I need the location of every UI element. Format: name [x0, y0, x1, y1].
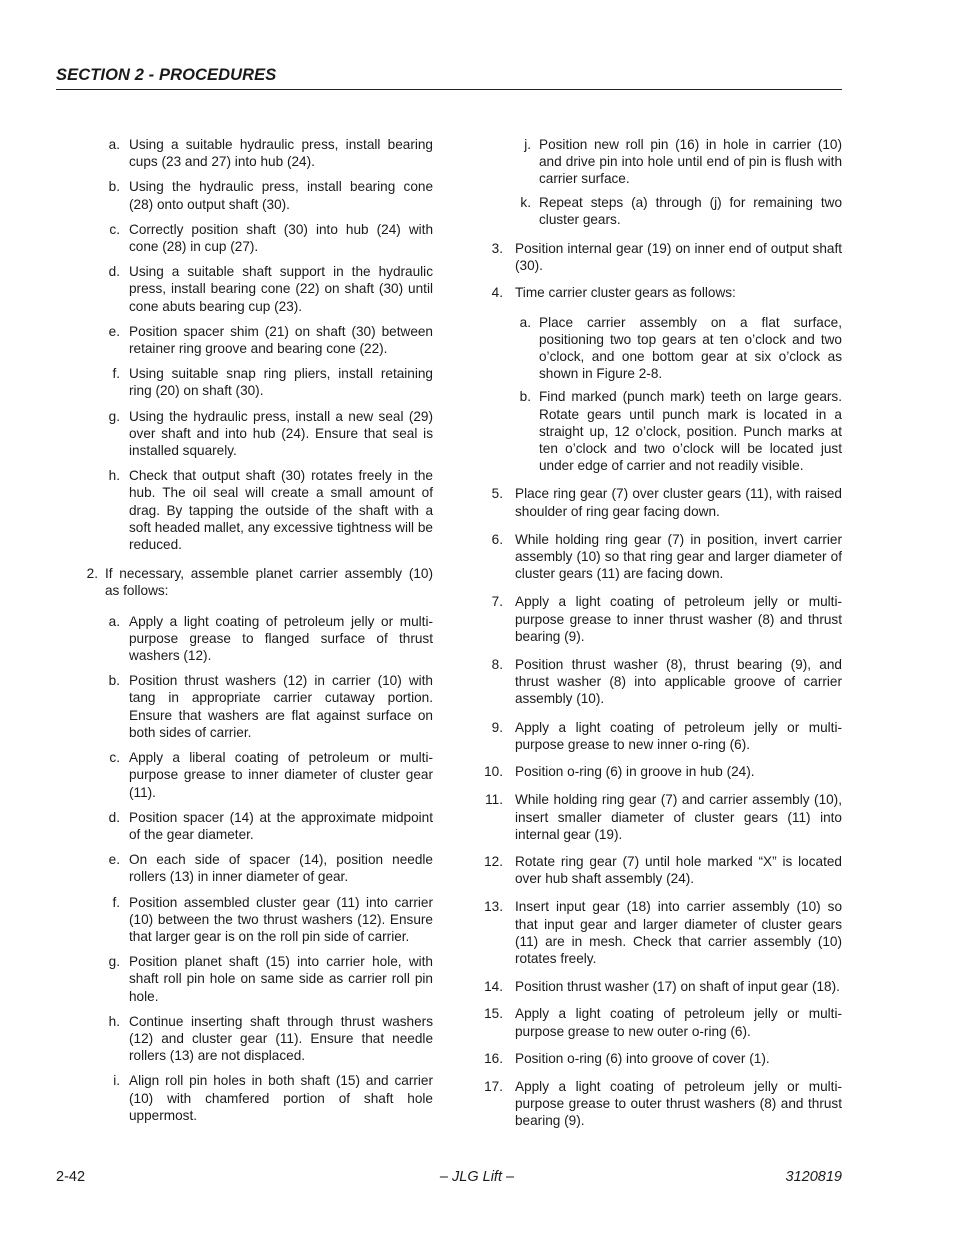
step-text: Apply a light coating of petroleum jelly or multi-purpose grease to new inner o-ring (6). [515, 719, 842, 752]
step-label: b. [108, 179, 120, 195]
procedure-step [480, 853, 842, 887]
step-text: Position o-ring (6) into groove of cover (1). [515, 1050, 770, 1066]
step-text: Position thrust washers (12) in carrier (10) with tang in appropriate carrier cutaway portion. Ensure that washers are flat against surface on both sides of carrier. [129, 673, 433, 740]
procedure-step [480, 284, 842, 301]
procedure-substep [76, 178, 433, 212]
step-text: Place ring gear (7) over cluster gears (11), with raised shoulder of ring gear facing down. [515, 486, 842, 519]
step-text: Align roll pin holes in both shaft (15) and carrier (10) with chamfered portion of shaft hole uppermost. [129, 1073, 433, 1123]
left-column [76, 136, 433, 1124]
step-text: Position thrust washer (8), thrust bearing (9), and thrust washer (8) into applicable groove of carrier assembly (10). [515, 657, 842, 707]
procedure-substep [76, 613, 433, 665]
step-text: Correctly position shaft (30) into hub (24) with cone (28) in cup (27). [129, 221, 433, 255]
step-text: Using suitable snap ring pliers, install retaining ring (20) on shaft (30). [129, 366, 433, 399]
procedure-step [480, 240, 842, 274]
right-column [480, 136, 842, 1130]
step-text: Apply a light coating of petroleum jelly or multi-purpose grease to inner thrust washer (8) and thrust bearing (9). [515, 594, 842, 644]
procedure-step [480, 763, 842, 780]
step-text: Using the hydraulic press, install bearing cone (28) onto output shaft (30). [129, 179, 433, 212]
document-number: 3120819 [785, 1169, 842, 1185]
step-text: Insert input gear (18) into carrier assembly (10) so that input gear and larger diameter of cluster gears (11) are in mesh. Check that carrier assembly (10) rotates freely. [515, 899, 842, 966]
step-label: g. [108, 954, 120, 970]
step-text: Position spacer (14) at the approximate midpoint of the gear diameter. [129, 809, 433, 842]
step-text: Position spacer shim (21) on shaft (30) between retainer ring groove and bearing cone (22). [129, 323, 433, 357]
step-text: Apply a light coating of petroleum jelly or multi-purpose grease to outer thrust washers (8) and thrust bearing (9). [515, 1078, 842, 1129]
step-label: 9. [491, 719, 503, 735]
procedure-step [480, 593, 842, 645]
step-text: Check that output shaft (30) rotates freely in the hub. The oil seal will create a small amount of drag. By tapping the outside of the shaft with a soft headed mallet, any excessive tightness will be reduced. [129, 468, 433, 553]
step-label: c. [109, 750, 120, 766]
step-label: h. [108, 468, 120, 484]
procedure-substep [76, 672, 433, 741]
header-divider [56, 89, 842, 90]
procedure-step [480, 898, 842, 967]
procedure-substep [480, 194, 842, 228]
step-label: d. [108, 809, 120, 825]
step-text: Time carrier cluster gears as follows: [515, 285, 736, 301]
step-label: a. [108, 137, 120, 152]
procedure-substep [76, 221, 433, 255]
step-text: Apply a liberal coating of petroleum or multi-purpose grease to inner diameter of cluster gear (11). [129, 750, 433, 800]
procedure-substep [76, 408, 433, 460]
step-text: Repeat steps (a) through (j) for remaining two cluster gears. [539, 194, 842, 227]
step-text: Using the hydraulic press, install a new seal (29) over shaft and into hub (24). Ensure that seal is installed squarely. [129, 408, 433, 459]
step-label: 5. [491, 486, 503, 502]
procedure-substep [480, 314, 842, 383]
procedure-substep [76, 136, 433, 170]
procedure-substep [76, 1072, 433, 1124]
step-label: f. [112, 894, 120, 910]
procedure-substep [76, 851, 433, 885]
procedure-step [76, 565, 433, 599]
procedure-substep [76, 263, 433, 315]
procedure-step [480, 978, 842, 995]
step-label: k. [520, 194, 531, 210]
step-label: 11. [485, 792, 503, 808]
step-label: 6. [491, 531, 503, 547]
step-label: j. [524, 137, 531, 152]
procedure-substep [76, 953, 433, 1005]
step-label: b. [519, 389, 531, 405]
step-text: While holding ring gear (7) and carrier assembly (10), insert smaller diameter of cluster gears (11) into internal gear (19). [515, 792, 842, 842]
procedure-substep [76, 809, 433, 843]
step-label: 3. [491, 241, 503, 257]
step-text: Using a suitable hydraulic press, install bearing cups (23 and 27) into hub (24). [129, 137, 433, 170]
step-label: 10. [484, 764, 503, 780]
step-label: c. [109, 221, 120, 237]
step-label: d. [108, 264, 120, 280]
step-label: a. [519, 314, 531, 330]
procedure-step [480, 656, 842, 708]
step-text: Position internal gear (19) on inner end of output shaft (30). [515, 241, 842, 274]
step-text: Position thrust washer (17) on shaft of input gear (18). [515, 979, 840, 995]
step-text: Apply a light coating of petroleum jelly or multi-purpose grease to new outer o-ring (6). [515, 1006, 842, 1039]
step-label: f. [112, 366, 120, 382]
step-label: 14. [484, 979, 503, 995]
step-label: a. [108, 613, 120, 629]
procedure-substep [76, 467, 433, 553]
step-label: 17. [484, 1078, 503, 1094]
step-label: 2. [86, 566, 98, 582]
step-label: i. [113, 1073, 120, 1089]
procedure-step [480, 531, 842, 583]
procedure-substep [480, 388, 842, 474]
step-text: Continue inserting shaft through thrust washers (12) and cluster gear (11). Ensure that needle rollers (13) are not displaced. [129, 1013, 433, 1064]
procedure-step [480, 1078, 842, 1130]
step-label: b. [108, 673, 120, 689]
procedure-step [480, 719, 842, 753]
procedure-substep [76, 894, 433, 946]
procedure-step [480, 485, 842, 519]
step-text: Place carrier assembly on a flat surface, positioning two top gears at ten o’clock and two o’clock, and one bottom gear at six o’clock as shown in Figure 2-8. [539, 314, 842, 382]
procedure-substep [76, 749, 433, 801]
procedure-substep [480, 136, 842, 188]
step-label: 4. [491, 285, 503, 301]
step-label: 16. [484, 1050, 503, 1066]
step-text: If necessary, assemble planet carrier assembly (10) as follows: [105, 566, 433, 599]
step-text: Position planet shaft (15) into carrier hole, with shaft roll pin hole on same side as carrier roll pin hole. [129, 954, 433, 1004]
footer-brand: – JLG Lift – [439, 1169, 515, 1185]
step-label: 8. [491, 657, 503, 673]
step-label: 15. [484, 1006, 503, 1022]
step-text: Using a suitable shaft support in the hydraulic press, install bearing cone (22) on shaft (30) until cone abuts bearing cup (23). [129, 264, 433, 314]
page-number: 2-42 [56, 1169, 86, 1185]
procedure-step [480, 1050, 842, 1067]
step-label: h. [108, 1013, 120, 1029]
step-label: e. [108, 852, 120, 868]
step-text: Position o-ring (6) in groove in hub (24). [515, 764, 755, 780]
section-title: SECTION 2 - PROCEDURES [56, 66, 277, 84]
procedure-substep [76, 1013, 433, 1065]
step-label: e. [108, 323, 120, 339]
step-text: Rotate ring gear (7) until hole marked “X” is located over hub shaft assembly (24). [515, 853, 842, 887]
step-label: g. [108, 408, 120, 424]
procedure-step [480, 1005, 842, 1039]
step-text: On each side of spacer (14), position needle rollers (13) in inner diameter of gear. [129, 852, 433, 885]
step-text: Apply a light coating of petroleum jelly or multi-purpose grease to flanged surface of thrust washers (12). [129, 613, 433, 664]
procedure-substep [76, 323, 433, 357]
step-label: 12. [484, 853, 503, 869]
step-label: 7. [491, 594, 503, 610]
step-text: Position new roll pin (16) in hole in carrier (10) and drive pin into hole until end of pin is flush with carrier surface. [539, 137, 842, 187]
procedure-substep [76, 365, 433, 399]
step-text: While holding ring gear (7) in position, invert carrier assembly (10) so that ring gear and larger diameter of cluster gears (11) are facing down. [515, 531, 842, 582]
step-label: 13. [484, 899, 503, 915]
step-text: Find marked (punch mark) teeth on large gears. Rotate gears until punch mark is located in a straight up, 12 o’clock, position. Punch marks at ten o’clock and two o’clock will be located just under edge of carrier and not readily visible. [539, 389, 842, 474]
page-header [56, 64, 842, 86]
step-text: Position assembled cluster gear (11) into carrier (10) between the two thrust washers (12). Ensure that larger gear is on the roll pin side of carrier. [129, 894, 433, 944]
procedure-step [480, 791, 842, 843]
